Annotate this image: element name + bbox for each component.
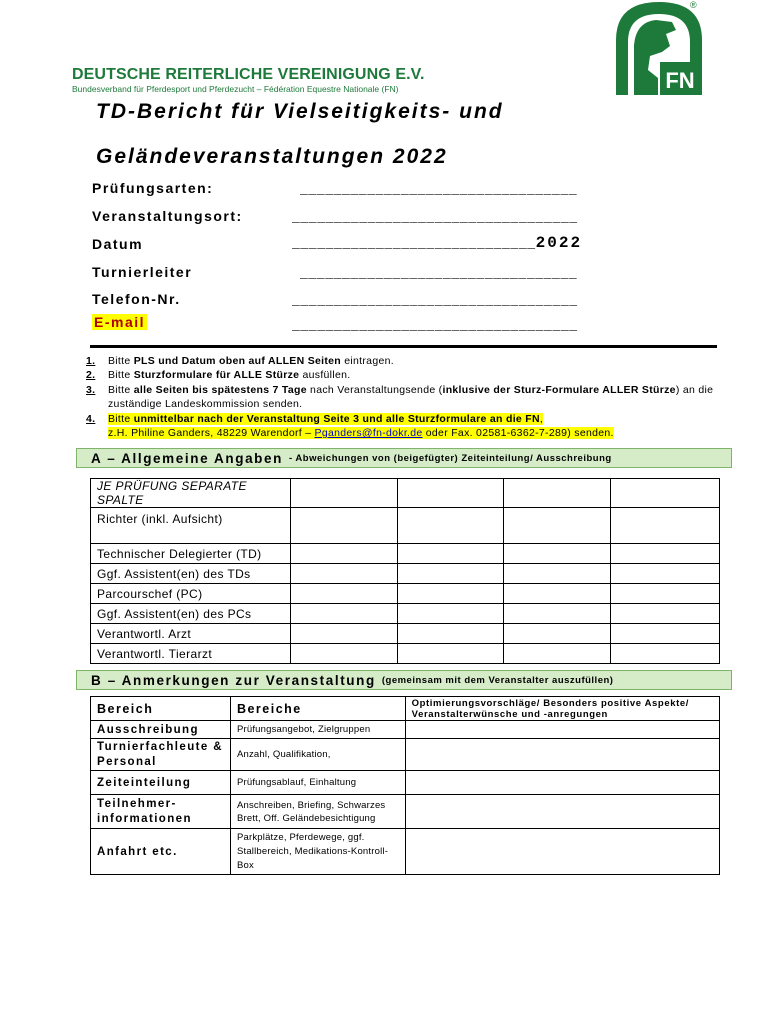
note-3: 3. Bitte alle Seiten bis spätestens 7 Tage nach Veranstaltungsende (inklusive der Sturz-Formulare ALLER Stürze) an die zuständige Landeskommission senden. (86, 383, 714, 411)
table-cell[interactable] (397, 508, 504, 544)
input-turnierleiter[interactable]: _________________________________ (300, 266, 578, 281)
fn-logo-text: FN (665, 68, 695, 93)
table-cell[interactable] (290, 604, 397, 624)
note-2: 2. Bitte Sturzformulare für ALLE Stürze ausfüllen. (86, 369, 351, 382)
org-name: DEUTSCHE REITERLICHE VEREINIGUNG E.V. (72, 66, 425, 83)
section-b-table (90, 696, 720, 875)
row-detail: Anschreiben, Briefing, Schwarzes Brett, Off. Geländebesichtigung (230, 795, 405, 829)
input-datum[interactable] (292, 234, 582, 252)
label-email (92, 314, 147, 330)
column-header-note: JE PRÜFUNG SEPARATE SPALTE (91, 479, 291, 508)
label-datum: Datum (92, 236, 144, 252)
table-cell[interactable] (504, 564, 611, 584)
table-cell[interactable] (611, 604, 720, 624)
table-cell[interactable] (397, 544, 504, 564)
row-label: Ggf. Assistent(en) des TDs (91, 564, 291, 584)
row-bereich: Teilnehmer-informationen (91, 795, 231, 829)
table-cell[interactable] (397, 479, 504, 508)
datum-year: 2022 (535, 234, 583, 252)
table-cell[interactable] (290, 479, 397, 508)
row-detail: Prüfungsablauf, Einhaltung (230, 771, 405, 795)
title-line1: TD-Bericht für Vielseitigkeits- und (96, 100, 504, 123)
table-cell[interactable] (504, 584, 611, 604)
row-label: Verantwortl. Arzt (91, 624, 291, 644)
table-cell[interactable] (611, 644, 720, 664)
row-bereich: Zeiteinteilung (91, 771, 231, 795)
comment-cell[interactable] (405, 829, 719, 875)
comment-cell[interactable] (405, 739, 719, 771)
table-cell[interactable] (504, 508, 611, 544)
table-cell[interactable] (397, 644, 504, 664)
email-label-text: E-mail (94, 314, 146, 330)
comment-cell[interactable] (405, 721, 719, 739)
input-telefon[interactable]: __________________________________ (292, 293, 578, 308)
registered-mark: ® (690, 0, 697, 10)
comment-cell[interactable] (405, 795, 719, 829)
label-telefon: Telefon-Nr. (92, 291, 181, 307)
row-detail: Anzahl, Qualifikation, (230, 739, 405, 771)
note-1: 1. Bitte PLS und Datum oben auf ALLEN Seiten eintragen. (86, 355, 394, 367)
col-header-bereich: Bereich (91, 697, 231, 721)
email-link[interactable]: Pganders@fn-dokr.de (314, 427, 423, 440)
section-b-header: B – Anmerkungen zur Veranstaltung (gemeinsam mit dem Veranstalter auszufüllen) (76, 670, 732, 690)
row-bereich: Anfahrt etc. (91, 829, 231, 875)
table-cell[interactable] (290, 508, 397, 544)
row-label: Parcourschef (PC) (91, 584, 291, 604)
label-turnierleiter: Turnierleiter (92, 264, 193, 280)
note-4: 4. Bitte unmittelbar nach der Veranstaltung Seite 3 und alle Sturzformulare an die FN, z.H. Philine Ganders, 48229 Warendorf – Pganders@fn-dokr.de oder Fax. 02581-6362-7-289) senden. (86, 412, 614, 440)
datum-line: _____________________________ (292, 236, 536, 251)
table-cell[interactable] (290, 544, 397, 564)
input-email[interactable]: __________________________________ (292, 318, 578, 333)
title-line2: Geländeveranstaltungen 2022 (96, 145, 448, 168)
input-veranstaltungsort[interactable]: __________________________________ (292, 210, 578, 225)
table-cell[interactable] (504, 604, 611, 624)
row-label: Ggf. Assistent(en) des PCs (91, 604, 291, 624)
table-cell[interactable] (504, 624, 611, 644)
table-cell[interactable] (397, 604, 504, 624)
row-bereich: Ausschreibung (91, 721, 231, 739)
table-cell[interactable] (611, 624, 720, 644)
table-cell[interactable] (397, 584, 504, 604)
instructions (86, 354, 716, 440)
divider (90, 345, 717, 348)
row-label: Verantwortl. Tierarzt (91, 644, 291, 664)
table-cell[interactable] (290, 644, 397, 664)
org-subtitle: Bundesverband für Pferdesport und Pferdezucht – Fédération Equestre Nationale (FN) (72, 84, 399, 94)
row-label: Technischer Delegierter (TD) (91, 544, 291, 564)
table-cell[interactable] (611, 508, 720, 544)
table-cell[interactable] (290, 584, 397, 604)
table-cell[interactable] (397, 564, 504, 584)
section-a-header: A – Allgemeine Angaben - Abweichungen von (beigefügter) Zeiteinteilung/ Ausschreibung (76, 448, 732, 468)
label-pruefungsarten: Prüfungsarten: (92, 180, 214, 196)
table-cell[interactable] (504, 544, 611, 564)
table-cell[interactable] (611, 564, 720, 584)
table-cell[interactable] (611, 584, 720, 604)
row-bereich: Turnierfachleute & Personal (91, 739, 231, 771)
label-veranstaltungsort: Veranstaltungsort: (92, 208, 243, 224)
table-cell[interactable] (290, 624, 397, 644)
section-a-table (90, 478, 720, 664)
table-cell[interactable] (611, 544, 720, 564)
row-detail: Prüfungsangebot, Zielgruppen (230, 721, 405, 739)
fn-logo (614, 0, 704, 95)
col-header-bereiche: Bereiche (230, 697, 405, 721)
row-detail: Parkplätze, Pferdewege, ggf. Stallbereich, Medikations-Kontroll-Box (230, 829, 405, 875)
comment-cell[interactable] (405, 771, 719, 795)
row-label: Richter (inkl. Aufsicht) (91, 508, 291, 544)
table-cell[interactable] (290, 564, 397, 584)
table-cell[interactable] (504, 644, 611, 664)
table-cell[interactable] (397, 624, 504, 644)
table-cell[interactable] (504, 479, 611, 508)
col-header-optimierung: Optimierungsvorschläge/ Besonders positive Aspekte/ Veranstalterwünsche und -anregungen (405, 697, 719, 721)
input-pruefungsarten[interactable]: _________________________________ (300, 182, 578, 197)
table-cell[interactable] (611, 479, 720, 508)
